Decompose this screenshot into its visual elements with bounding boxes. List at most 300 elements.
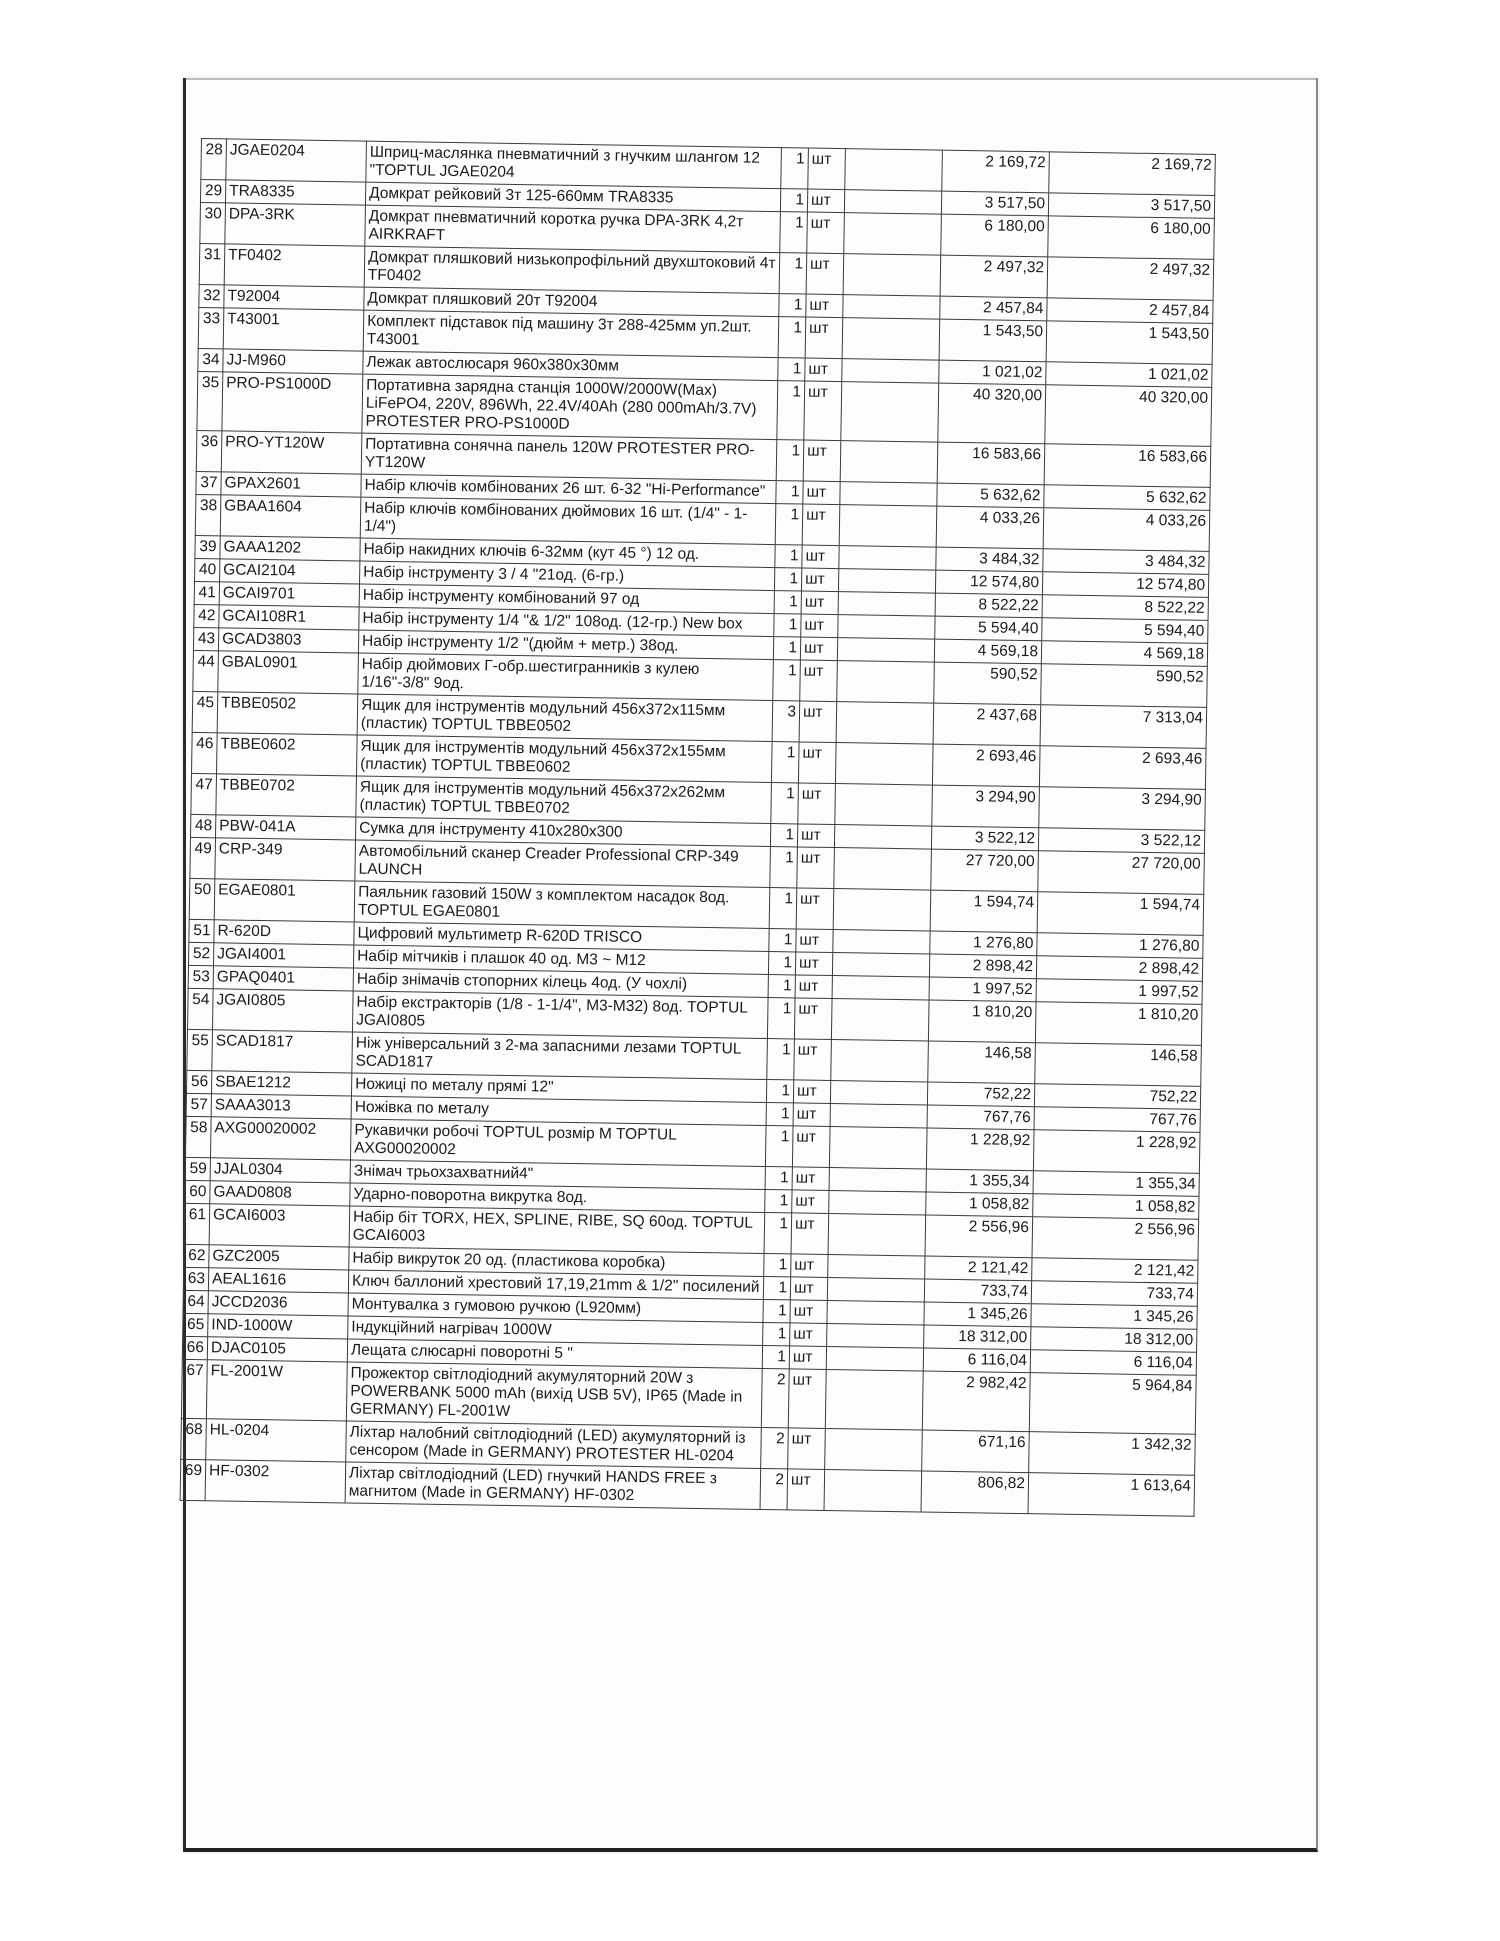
row-number-cell: 54 [187, 988, 213, 1029]
quantity-cell: 1 [765, 1189, 792, 1212]
quantity-cell: 1 [771, 783, 799, 824]
article-code-cell: TRA8335 [225, 180, 365, 205]
empty-cell-cell [832, 953, 929, 978]
article-code-cell: TF0402 [224, 244, 365, 287]
quantity-cell: 1 [766, 1103, 793, 1126]
quantity-cell: 1 [779, 294, 806, 317]
article-code-cell: SBAE1212 [211, 1071, 351, 1096]
empty-cell-cell [827, 1277, 924, 1302]
row-number-cell: 40 [195, 558, 220, 581]
row-number-cell: 66 [182, 1336, 207, 1359]
item-name-cell: Домкрат пляшковий низькопрофільний двухштоковий 4т TF0402 [364, 246, 780, 294]
quantity-cell: 1 [767, 998, 795, 1039]
row-number-cell: 29 [200, 180, 225, 203]
empty-cell-cell [837, 638, 934, 663]
row-number-cell: 30 [200, 202, 226, 243]
item-name-cell: Набір інструменту 1/2 "(дюйм + метр.) 38од. [358, 630, 773, 660]
unit-price-cell: 1 594,74 [930, 890, 1038, 933]
row-number-cell: 61 [184, 1203, 210, 1244]
unit-cell: шт [796, 888, 834, 930]
line-total-cell: 1 021,02 [1046, 362, 1212, 388]
line-total-cell: 12 574,80 [1042, 572, 1208, 598]
quantity-cell: 1 [767, 1039, 795, 1080]
item-name-cell: Набір ключів комбінованих дюймових 16 шт. (1/4" - 1-1/4") [360, 497, 776, 545]
unit-cell: шт [801, 568, 838, 592]
unit-cell: шт [791, 1213, 829, 1255]
empty-cell-cell [834, 848, 932, 891]
line-total-cell: 590,52 [1041, 664, 1208, 708]
unit-price-cell: 16 583,66 [937, 442, 1045, 485]
line-total-cell: 2 693,46 [1039, 746, 1206, 790]
quantity-cell: 1 [776, 481, 803, 504]
unit-cell: шт [803, 481, 840, 505]
row-number-cell: 46 [192, 732, 218, 773]
unit-cell: шт [790, 1323, 827, 1347]
unit-price-cell: 3 522,12 [931, 826, 1038, 851]
line-total-cell: 3 517,50 [1048, 193, 1214, 219]
empty-cell-cell [825, 1369, 923, 1430]
quantity-cell: 1 [781, 148, 809, 189]
row-number-cell: 36 [196, 430, 222, 471]
row-number-cell: 48 [191, 814, 216, 837]
unit-price-cell: 3 294,90 [932, 785, 1040, 828]
quantity-cell: 1 [777, 381, 805, 440]
unit-price-cell: 2 457,84 [940, 296, 1047, 321]
article-code-cell: JGAE0204 [226, 139, 367, 182]
unit-cell: шт [799, 701, 837, 743]
row-number-cell: 64 [183, 1290, 208, 1313]
document-sheet [183, 78, 1318, 1852]
item-name-cell: Ящик для інструментів модульний 456x372x155мм (пластик) TOPTUL TBBE0602 [356, 735, 772, 783]
row-number-cell: 56 [186, 1070, 211, 1093]
unit-price-cell: 12 574,80 [935, 570, 1042, 595]
line-total-cell: 1 228,92 [1033, 1130, 1200, 1174]
article-code-cell: GAAA1202 [220, 536, 360, 561]
unit-cell: шт [793, 1080, 830, 1104]
line-total-cell: 752,22 [1034, 1084, 1200, 1110]
row-number-cell: 34 [198, 348, 223, 371]
row-number-cell: 31 [199, 243, 225, 284]
article-code-cell: JJAL0304 [210, 1158, 350, 1183]
item-name-cell: Ящик для інструментів модульний 456x372x115мм (пластик) TOPTUL TBBE0502 [357, 694, 773, 742]
quantity-cell: 1 [778, 358, 805, 381]
line-total-cell: 1 276,80 [1037, 933, 1203, 959]
empty-cell-cell [834, 825, 931, 850]
empty-cell-cell [824, 1469, 922, 1512]
item-name-cell: Ліхтар налобний світлодіодний (LED) акумуляторний із сенсором (Made in GERMANY) PROTESTER HL-0204 [346, 1421, 762, 1469]
line-total-cell: 1 058,82 [1033, 1194, 1199, 1220]
unit-price-cell: 733,74 [924, 1279, 1031, 1304]
item-name-cell: Комплект підставок під машину 3т 288-425мм уп.2шт. T43001 [363, 310, 779, 358]
unit-cell: шт [800, 660, 838, 702]
empty-cell-cell [828, 1254, 925, 1279]
article-code-cell: T43001 [223, 308, 364, 351]
row-number-cell: 52 [189, 942, 214, 965]
unit-cell: шт [797, 847, 835, 889]
sheet-top-edge [186, 78, 1316, 80]
line-total-cell: 16 583,66 [1044, 444, 1211, 488]
quantity-cell: 1 [778, 317, 806, 358]
item-name-cell: Набір інструменту 3 / 4 "21од. (6-гр.) [360, 561, 775, 591]
item-name-cell: Набір екстракторів (1/8 - 1-1/4", M3-M32) 8од. TOPTUL JGAI0805 [352, 991, 768, 1039]
article-code-cell: JGAI0805 [212, 989, 353, 1032]
article-code-cell: CRP-349 [215, 838, 356, 881]
line-total-cell: 5 594,40 [1042, 618, 1208, 644]
article-code-cell: TBBE0602 [217, 733, 358, 776]
article-code-cell: GBAL0901 [218, 651, 359, 694]
quantity-cell: 1 [766, 1080, 793, 1103]
row-number-cell: 55 [187, 1029, 213, 1070]
unit-cell: шт [801, 614, 838, 638]
item-name-cell: Ножівка по металу [351, 1096, 766, 1126]
row-number-cell: 35 [197, 371, 223, 430]
quantity-cell: 1 [774, 614, 801, 637]
article-code-cell: AEAL1616 [208, 1268, 348, 1293]
unit-price-cell: 27 720,00 [931, 849, 1039, 892]
article-code-cell: FL-2001W [206, 1360, 347, 1421]
article-code-cell: GBAA1604 [220, 495, 361, 538]
line-total-cell: 3 484,32 [1043, 549, 1209, 575]
quantity-cell: 1 [763, 1322, 790, 1345]
row-number-cell: 68 [181, 1418, 207, 1459]
empty-cell-cell [825, 1428, 923, 1471]
quantity-cell: 2 [761, 1368, 789, 1427]
unit-cell: шт [788, 1428, 826, 1470]
unit-cell: шт [795, 952, 832, 976]
item-name-cell: Монтувалка з гумовою ручкою (L920мм) [348, 1293, 763, 1323]
unit-price-cell: 1 228,92 [926, 1128, 1034, 1171]
item-name-cell: Рукавички робочі TOPTUL розмір M TOPTUL AXG00020002 [350, 1119, 766, 1167]
line-total-cell: 6 116,04 [1030, 1350, 1196, 1376]
line-total-cell: 2 497,32 [1047, 257, 1214, 301]
unit-price-cell: 590,52 [934, 662, 1042, 705]
unit-cell: шт [806, 253, 844, 295]
unit-price-cell: 2 693,46 [932, 744, 1040, 787]
unit-cell: шт [793, 1103, 830, 1127]
article-code-cell: T92004 [224, 285, 364, 310]
quantity-cell: 1 [771, 742, 799, 783]
row-number-cell: 62 [184, 1244, 209, 1267]
article-code-cell: JCCD2036 [208, 1291, 348, 1316]
article-code-cell: DJAC0105 [207, 1337, 347, 1362]
unit-price-cell: 2 982,42 [922, 1371, 1030, 1432]
item-name-cell: Ударно-поворотна викрутка 8од. [350, 1183, 765, 1213]
row-number-cell: 53 [188, 965, 213, 988]
row-number-cell: 63 [183, 1267, 208, 1290]
row-number-cell: 37 [196, 471, 221, 494]
empty-cell-cell [839, 505, 937, 548]
line-total-cell: 733,74 [1031, 1281, 1197, 1307]
item-name-cell: Набір дюймових Г-обр.шестигранників з кулею 1/16"-3/8" 9од. [358, 653, 774, 701]
line-total-cell: 3 294,90 [1039, 787, 1206, 831]
row-number-cell: 38 [195, 494, 221, 535]
unit-price-cell: 6 116,04 [923, 1348, 1030, 1373]
item-name-cell: Портативна зарядна станція 1000W/2000W(Max) LiFePO4, 220V, 896Wh, 22.4V/40Ah (280 000mAh/3.7V) PROTESTER PRO-PS1000D [362, 374, 778, 440]
unit-cell: шт [792, 1126, 830, 1168]
empty-cell-cell [842, 318, 940, 361]
article-code-cell: GCAI2104 [220, 559, 360, 584]
unit-price-cell: 6 180,00 [941, 214, 1049, 257]
quantity-cell: 1 [763, 1276, 790, 1299]
empty-cell-cell [829, 1127, 927, 1170]
unit-cell: шт [797, 824, 834, 848]
unit-price-cell: 671,16 [922, 1430, 1030, 1473]
empty-cell-cell [843, 295, 940, 320]
quantity-cell: 3 [772, 701, 800, 742]
line-total-cell: 1 342,32 [1029, 1432, 1196, 1476]
article-code-cell: GCAI6003 [209, 1204, 350, 1247]
empty-cell-cell [838, 592, 935, 617]
empty-cell-cell [826, 1346, 923, 1371]
line-total-cell: 4 569,18 [1041, 641, 1207, 667]
empty-cell-cell [830, 1081, 927, 1106]
empty-cell-cell [830, 1104, 927, 1129]
empty-cell-cell [837, 661, 935, 704]
quantity-cell: 1 [769, 929, 796, 952]
line-total-cell: 5 964,84 [1029, 1373, 1196, 1435]
article-code-cell: TBBE0502 [217, 692, 358, 735]
item-name-cell: Ящик для інструментів модульний 456x372x262мм (пластик) TOPTUL TBBE0702 [356, 776, 772, 824]
unit-price-cell: 2 497,32 [940, 255, 1048, 298]
article-code-cell: HL-0204 [206, 1419, 347, 1462]
empty-cell-cell [833, 889, 931, 932]
line-total-cell: 3 522,12 [1038, 828, 1204, 854]
item-name-cell: Набір накидних ключів 6-32мм (кут 45 °) 12 од. [360, 538, 775, 568]
unit-cell: шт [802, 545, 839, 569]
unit-cell: шт [794, 1039, 832, 1081]
unit-price-cell: 1 021,02 [939, 360, 1046, 385]
item-name-cell: Портативна сонячна панель 120W PROTESTER PRO-YT120W [361, 433, 777, 481]
unit-cell: шт [798, 742, 836, 784]
quantity-cell: 1 [780, 189, 807, 212]
unit-price-cell: 2 169,72 [942, 150, 1050, 193]
row-number-cell: 57 [186, 1093, 211, 1116]
quantity-cell: 1 [774, 568, 801, 591]
empty-cell-cell [843, 254, 941, 297]
unit-price-cell: 3 484,32 [936, 547, 1043, 572]
quantity-cell: 1 [770, 847, 798, 888]
row-number-cell: 42 [194, 604, 219, 627]
item-name-cell: Цифровий мультиметр R-620D TRISCO [354, 922, 769, 952]
item-name-cell: Прожектор світлодіодний акумуляторний 20W з POWERBANK 5000 mAh (вихід USB 5V), IP65 (Made in GERMANY) FL-2001W [346, 1362, 762, 1428]
unit-cell: шт [805, 358, 842, 382]
empty-cell-cell [844, 213, 942, 256]
quantity-cell: 1 [764, 1212, 792, 1253]
item-name-cell: Знімач трьохзахватний4" [350, 1160, 765, 1190]
article-code-cell: EGAE0801 [214, 879, 355, 922]
unit-cell: шт [788, 1369, 826, 1429]
quantity-cell: 2 [761, 1427, 789, 1468]
unit-cell: шт [802, 504, 840, 546]
unit-cell: шт [790, 1277, 827, 1301]
item-name-cell: Набір біт TORX, HEX, SPLINE, RIBE, SQ 60од. TOPTUL GCAI6003 [349, 1206, 765, 1254]
row-number-cell: 28 [201, 139, 227, 180]
quantity-cell: 1 [764, 1253, 791, 1276]
article-code-cell: HF-0302 [205, 1460, 346, 1503]
unit-price-cell: 2 556,96 [925, 1215, 1033, 1258]
empty-cell-cell [836, 702, 934, 745]
unit-price-cell: 18 312,00 [924, 1325, 1031, 1350]
row-number-cell: 33 [198, 307, 224, 348]
quantity-cell: 1 [765, 1166, 792, 1189]
line-total-cell: 1 997,52 [1036, 979, 1202, 1005]
article-code-cell: AXG00020002 [210, 1117, 351, 1160]
line-total-cell: 146,58 [1035, 1043, 1202, 1087]
quantity-cell: 1 [773, 660, 801, 701]
item-name-cell: Домкрат рейковий 3т 125-660мм TRA8335 [365, 182, 780, 212]
line-total-cell: 1 613,64 [1028, 1473, 1195, 1517]
line-total-cell: 1 543,50 [1046, 321, 1213, 365]
article-code-cell: SAAA3013 [211, 1094, 351, 1119]
row-number-cell: 58 [185, 1116, 211, 1157]
article-code-cell: PRO-PS1000D [222, 372, 363, 433]
empty-cell-cell [831, 999, 929, 1042]
item-name-cell: Набір знімачів стопорних кілець 4од. (У чохлі) [353, 968, 768, 998]
quantity-cell: 1 [770, 824, 797, 847]
unit-cell: шт [794, 998, 832, 1040]
unit-price-cell: 806,82 [921, 1471, 1029, 1514]
unit-cell: шт [805, 317, 843, 359]
article-code-cell: GAAD0808 [210, 1181, 350, 1206]
item-name-cell: Домкрат пляшковий 20т T92004 [364, 287, 779, 317]
article-code-cell: GPAQ0401 [213, 966, 353, 991]
item-name-cell: Лещата слюсарні поворотні 5 " [347, 1339, 762, 1369]
line-total-cell: 1 355,34 [1033, 1171, 1199, 1197]
row-number-cell: 69 [180, 1459, 206, 1500]
line-total-cell: 6 180,00 [1048, 216, 1215, 260]
unit-price-cell: 2 437,68 [933, 703, 1041, 746]
row-number-cell: 43 [193, 627, 218, 650]
line-total-cell: 1 345,26 [1031, 1304, 1197, 1330]
unit-price-cell: 1 355,34 [926, 1169, 1033, 1194]
unit-price-cell: 8 522,22 [935, 593, 1042, 618]
quantity-cell: 1 [779, 253, 807, 294]
empty-cell-cell [842, 359, 939, 384]
unit-cell: шт [798, 783, 836, 825]
quantity-cell: 1 [775, 504, 803, 545]
quantity-cell: 1 [775, 545, 802, 568]
unit-cell: шт [790, 1300, 827, 1324]
line-total-cell: 1 594,74 [1037, 892, 1204, 936]
item-name-cell: Ніж універсальний з 2-ма запасними лезами TOPTUL SCAD1817 [352, 1032, 768, 1080]
unit-price-cell: 4 033,26 [936, 506, 1044, 549]
line-total-cell: 18 312,00 [1031, 1327, 1197, 1353]
empty-cell-cell [845, 149, 943, 192]
quantity-cell: 1 [763, 1299, 790, 1322]
unit-cell: шт [806, 294, 843, 318]
item-name-cell: Набір інструменту 1/4 "& 1/2" 108од. (12-гр.) New box [359, 607, 774, 637]
article-code-cell: GCAD3803 [218, 628, 358, 653]
empty-cell-cell [833, 930, 930, 955]
row-number-cell: 32 [199, 284, 224, 307]
unit-price-cell: 146,58 [928, 1041, 1036, 1084]
article-code-cell: PRO-YT120W [221, 431, 362, 474]
row-number-cell: 44 [193, 650, 219, 691]
unit-cell: шт [800, 637, 837, 661]
unit-cell: шт [803, 440, 841, 482]
item-name-cell: Шприц-маслянка пневматичний з гнучким шлангом 12 "TOPTUL JGAE0204 [366, 141, 782, 189]
line-total-cell: 2 457,84 [1047, 298, 1213, 324]
empty-cell-cell [838, 615, 935, 640]
article-code-cell: SCAD1817 [212, 1030, 353, 1073]
line-total-cell: 27 720,00 [1038, 851, 1205, 895]
unit-price-cell: 2 898,42 [929, 954, 1036, 979]
unit-price-cell: 752,22 [927, 1082, 1034, 1107]
row-number-cell: 50 [189, 878, 215, 919]
empty-cell-cell [827, 1300, 924, 1325]
quantity-cell: 1 [774, 591, 801, 614]
invoice-table [180, 138, 1216, 1517]
unit-price-cell: 5 632,62 [937, 483, 1044, 508]
item-name-cell: Лежак автослюсаря 960х380х30мм [363, 351, 778, 381]
row-number-cell: 65 [183, 1313, 208, 1336]
empty-cell-cell [829, 1190, 926, 1215]
article-code-cell: GPAX2601 [221, 472, 361, 497]
row-number-cell: 45 [192, 691, 218, 732]
quantity-cell: 1 [768, 952, 795, 975]
article-code-cell: PBW-041A [216, 815, 356, 840]
item-name-cell: Індукційний нагрівач 1000W [348, 1316, 763, 1346]
empty-cell-cell [829, 1167, 926, 1192]
line-total-cell: 1 810,20 [1035, 1002, 1202, 1046]
empty-cell-cell [835, 743, 933, 786]
invoice-table-body [180, 139, 1215, 1517]
line-total-cell: 7 313,04 [1040, 705, 1207, 749]
item-name-cell: Набір інструменту комбінований 97 од [359, 584, 774, 614]
article-code-cell: IND-1000W [208, 1314, 348, 1339]
article-code-cell: GCAI108R1 [219, 605, 359, 630]
unit-cell: шт [792, 1190, 829, 1214]
unit-price-cell: 1 276,80 [930, 931, 1037, 956]
line-total-cell: 2 556,96 [1032, 1217, 1199, 1261]
unit-cell: шт [791, 1254, 828, 1278]
unit-cell: шт [796, 929, 833, 953]
unit-price-cell: 1 058,82 [926, 1192, 1033, 1217]
unit-price-cell: 40 320,00 [938, 383, 1046, 444]
line-total-cell: 2 898,42 [1036, 956, 1202, 982]
item-name-cell: Автомобільний сканер Creader Professional CRP-349 LAUNCH [355, 840, 771, 888]
row-number-cell: 51 [189, 919, 214, 942]
item-name-cell: Ліхтар світлодіодний (LED) гнучкий HANDS FREE з магнитом (Made in GERMANY) HF-0302 [345, 1462, 761, 1510]
item-name-cell: Домкрат пневматичний коротка ручка DPA-3RK 4,2т AIRKRAFT [365, 205, 781, 253]
quantity-cell: 1 [776, 440, 804, 481]
article-code-cell: JGAI4001 [213, 943, 353, 968]
quantity-cell: 1 [762, 1345, 789, 1368]
empty-cell-cell [838, 569, 935, 594]
quantity-cell: 1 [765, 1125, 793, 1166]
item-name-cell: Сумка для інструменту 410х280х300 [355, 817, 770, 847]
quantity-cell: 2 [760, 1468, 788, 1509]
line-total-cell: 2 169,72 [1049, 152, 1216, 196]
empty-cell-cell [840, 441, 938, 484]
quantity-cell: 1 [780, 212, 808, 253]
line-total-cell: 4 033,26 [1043, 508, 1210, 552]
row-number-cell: 49 [190, 837, 216, 878]
unit-price-cell: 1 543,50 [939, 319, 1047, 362]
empty-cell-cell [828, 1213, 926, 1256]
unit-price-cell: 4 569,18 [934, 639, 1041, 664]
item-name-cell: Ключ баллоний хрестовий 17,19,21mm & 1/2" посилений [348, 1270, 763, 1300]
quantity-cell: 1 [769, 888, 797, 929]
unit-cell: шт [795, 975, 832, 999]
line-total-cell: 767,76 [1034, 1107, 1200, 1133]
unit-cell: шт [807, 212, 845, 254]
unit-price-cell: 2 121,42 [925, 1256, 1032, 1281]
empty-cell-cell [835, 784, 933, 827]
empty-cell-cell [831, 1040, 929, 1083]
row-number-cell: 60 [185, 1180, 210, 1203]
row-number-cell: 41 [194, 581, 219, 604]
